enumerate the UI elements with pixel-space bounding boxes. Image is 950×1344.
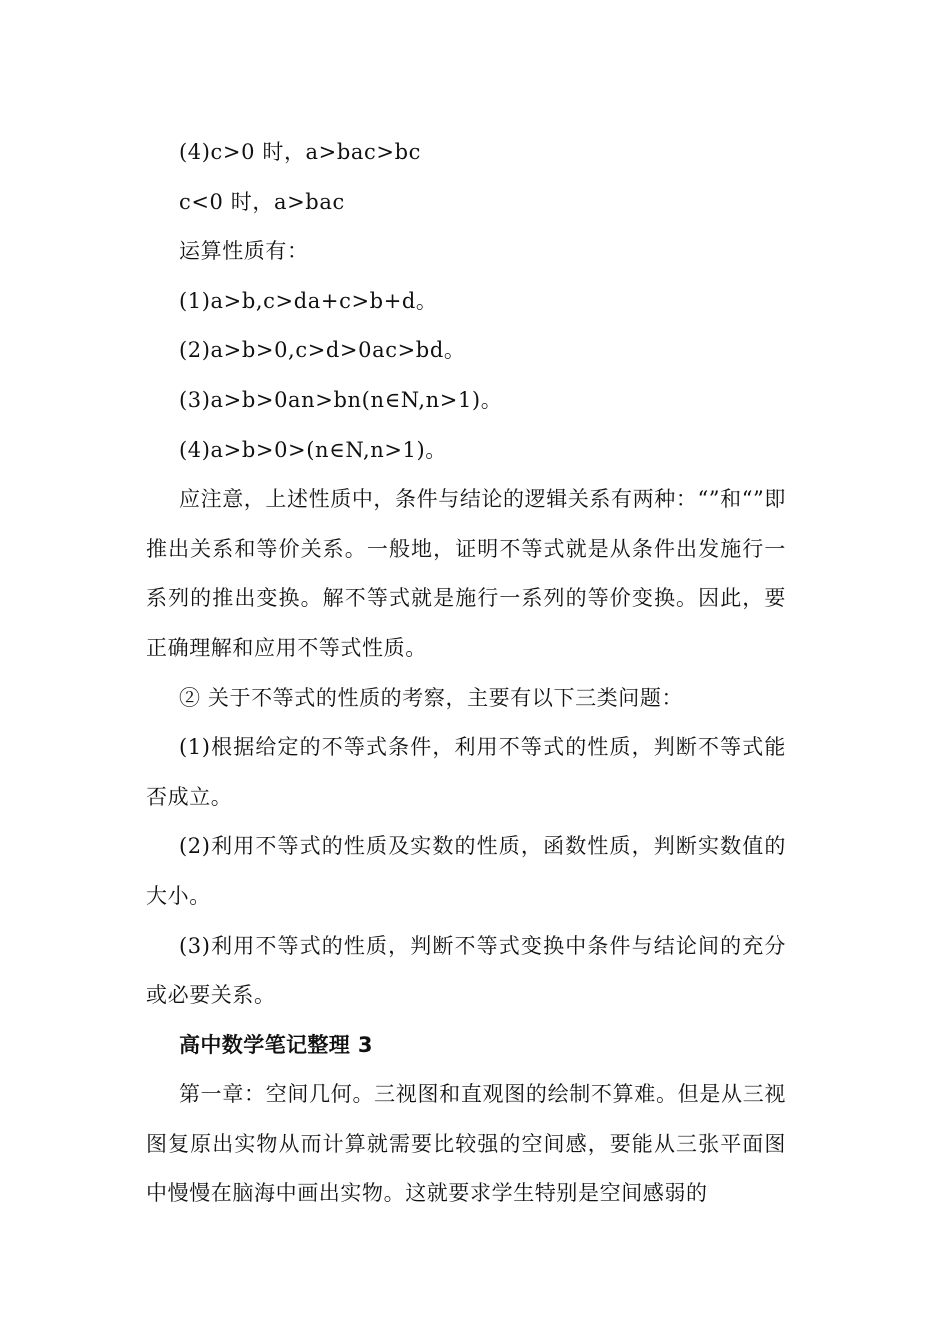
paragraph-c-negative: c<0 时，a>bac — [179, 189, 345, 214]
paragraph-property-4: (4)c>0 时，a>bac>bc — [179, 140, 421, 164]
paragraph-operation-2: (2)a>b>0,c>d>0ac>bd。 — [179, 338, 466, 363]
paragraph-operation-properties: 运算性质有： — [179, 239, 309, 264]
paragraph-problem-2: (2)利用不等式的性质及实数的性质，函数性质，判断实数值的大小。 — [146, 834, 786, 908]
paragraph-operation-1: (1)a>b,c>da+c>b+d。 — [179, 288, 438, 313]
paragraph-note: 应注意，上述性质中，条件与结论的逻辑关系有两种：“”和“”即推出关系和等价关系。一般地，证明不等式就是从条件出发施行一系列的推出变换。解不等式就是施行一系列的等价变换。因此，要正确理解和应用不等式性质。 — [146, 487, 786, 660]
paragraph-problem-1: (1)根据给定的不等式条件，利用不等式的性质，判断不等式能否成立。 — [146, 735, 786, 809]
paragraph-problem-3: (3)利用不等式的性质，判断不等式变换中条件与结论间的充分或必要关系。 — [146, 933, 786, 1008]
document-body — [146, 128, 786, 1219]
section-title: 高中数学笔记整理 3 — [179, 1032, 373, 1057]
paragraph-inspection-intro: ② 关于不等式的性质的考察，主要有以下三类问题： — [179, 685, 684, 710]
paragraph-chapter-1: 第一章：空间几何。三视图和直观图的绘制不算难。但是从三视图复原出实物从而计算就需要比较强的空间感，要能从三张平面图中慢慢在脑海中画出实物。这就要求学生特别是空间感弱的 — [146, 1082, 786, 1206]
paragraph-operation-4: (4)a>b>0>(n∈N,n>1)。 — [179, 437, 447, 462]
paragraph-operation-3: (3)a>b>0an>bn(n∈N,n>1)。 — [179, 387, 503, 412]
